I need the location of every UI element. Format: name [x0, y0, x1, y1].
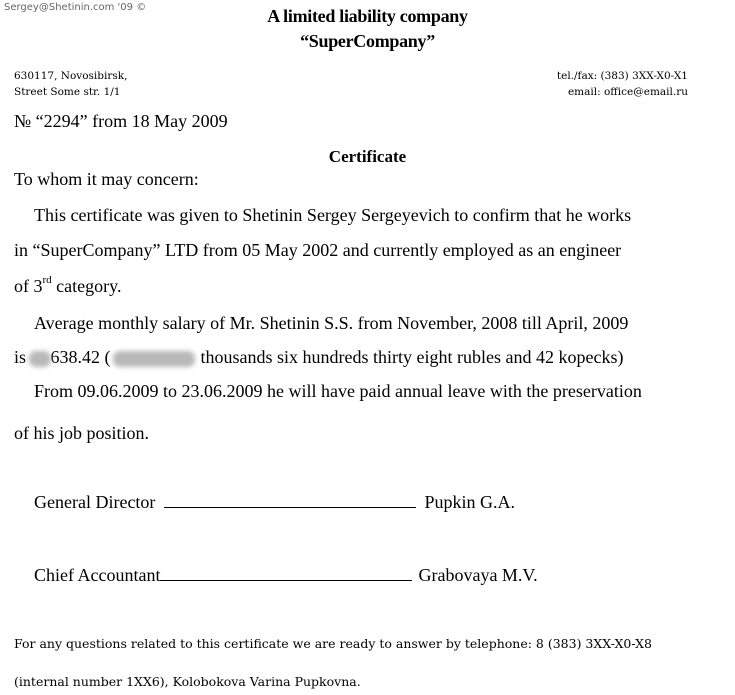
paragraph1-line3-pre: of 3 — [14, 276, 43, 296]
footer-line2: (internal number 1XX6), Kolobokova Varina Pupkovna. — [14, 674, 361, 689]
signature-line — [160, 566, 412, 581]
paragraph1-line1: This certificate was given to Shetinin Sergey Sergeyevich to confirm that he works — [34, 205, 632, 225]
footer-line1: For any questions related to this certificate we are ready to answer by telephone: 8 (383) 3XX-X0-X8 — [14, 636, 652, 651]
paragraph1-line3-post: category. — [51, 276, 122, 296]
paragraph1-line2: in “SuperCompany” LTD from 05 May 2002 and currently employed as an engineer — [14, 240, 622, 260]
contact-email: email: office@email.ru — [567, 86, 688, 98]
address-line2: Street Some str. 1/1 — [14, 86, 121, 98]
address-line1: 630117, Novosibirsk, — [14, 70, 128, 82]
company-name-line2: “SuperCompany” — [300, 31, 435, 51]
company-name-line1: A limited liability company — [267, 6, 468, 26]
paragraph1-line3 — [14, 276, 121, 297]
document-number: № “2294” from 18 May 2009 — [14, 111, 228, 131]
signature-role: Chief Accountant — [34, 565, 161, 585]
salary-amount: 638.42 ( — [50, 347, 111, 367]
paragraph2-line2 — [14, 347, 623, 368]
contact-phone: tel./fax: (383) 3XX-X0-X1 — [556, 70, 688, 82]
signature-name: Pupkin G.A. — [424, 492, 515, 512]
salary-is: is — [14, 347, 27, 367]
ordinal-suffix: rd — [42, 274, 52, 286]
redacted-salary-digits — [29, 351, 51, 367]
signature-role: General Director — [34, 492, 156, 512]
redacted-salary-words — [113, 351, 195, 367]
paragraph3-line2: of his job position. — [14, 423, 150, 443]
signature-chief-accountant — [34, 565, 538, 586]
watermark: Sergey@Shetinin.com '09 © — [4, 2, 147, 13]
salary-words: thousands six hundreds thirty eight rubles and 42 kopecks) — [200, 347, 624, 367]
document-title: Certificate — [328, 147, 407, 166]
signature-name: Grabovaya M.V. — [418, 565, 538, 585]
paragraph3-line1: From 09.06.2009 to 23.06.2009 he will have paid annual leave with the preservation — [34, 381, 642, 401]
signature-general-director — [34, 492, 515, 513]
signature-line — [164, 493, 416, 508]
salutation: To whom it may concern: — [14, 169, 199, 189]
paragraph2-line1: Average monthly salary of Mr. Shetinin S.S. from November, 2008 till April, 2009 — [34, 313, 629, 333]
